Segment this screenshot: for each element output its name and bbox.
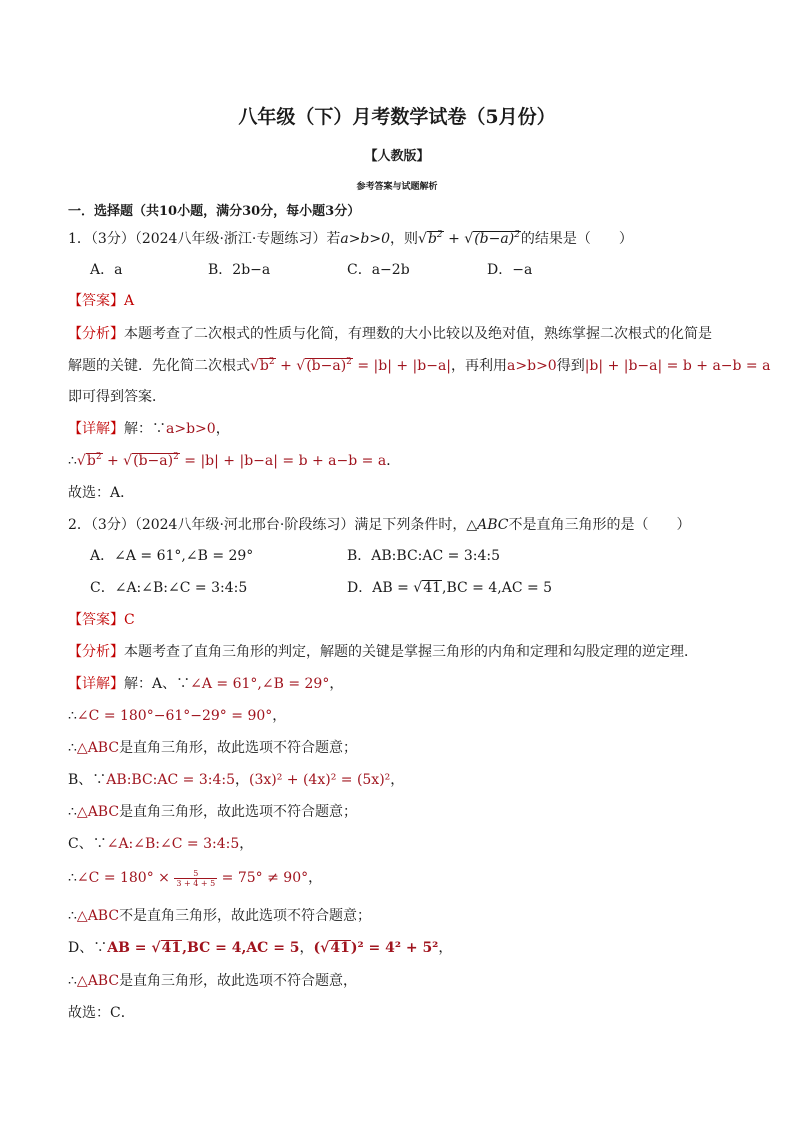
q1-detail-therefore: ∴ [68, 453, 77, 469]
q1-analysis-text-2e: 得到 [556, 358, 585, 374]
q1-analysis-line-1 [68, 324, 712, 344]
q1-analysis-text-2c: ，再利用 [451, 358, 508, 374]
q2-d9f: ， [438, 940, 453, 956]
q1-detail-text-1a: 解：∵ [124, 421, 166, 437]
q1-analysis-math-1: = |b| + |b−a| [357, 358, 452, 374]
q2-d4d: (3x)² + (4x)² = (5x)² [249, 772, 391, 788]
q2-tail: 不是直角三角形的是（ ） [508, 517, 691, 533]
q2-d10b: △ABC [76, 973, 120, 989]
q1-detail-line-1 [68, 419, 230, 439]
q2-d2b: ∠C = 180°−61°−29° = 90° [76, 708, 273, 724]
q2-d3b: △ABC [76, 740, 120, 756]
q2-d9c: ,BC = 4,AC = 5 [182, 940, 300, 956]
question-1-stem [68, 229, 633, 249]
q1-analysis-math-3: |b| + |b−a| = b + a−b = a [584, 358, 771, 374]
q2-option-b: B．AB:BC:AC = 3:4:5 [347, 548, 500, 564]
q2-detail-line-5 [68, 802, 357, 822]
q2-option-d-post: ,BC = 4,AC = 5 [442, 580, 553, 596]
q2-fraction [174, 869, 217, 888]
q2-d9-radicand: 41 [161, 940, 182, 956]
q1-analysis-text-1: 本题考查了二次根式的性质与化简，有理数的大小比较以及绝对值，熟练掌握二次根式的化简是 [124, 326, 712, 342]
answer-tag: 【答案】 [68, 293, 124, 309]
q1-option-a: A．a [90, 262, 123, 278]
q2-choose: 故选：C． [68, 1005, 135, 1021]
doc-subtitle: 参考答案与试题解析 [356, 182, 438, 192]
q2-fraction-numerator: 5 [174, 869, 217, 879]
q1-analysis-sqrt: $√b^2 + √(b-a)^2$ [250, 357, 352, 374]
q2-detail-line-6 [68, 834, 253, 854]
q2-fraction-denominator: 3 + 4 + 5 [176, 878, 216, 888]
q2-detail-line-9: D、∵AB = √41,BC = 4,AC = 5，(√41)² = 4² + 5²， [68, 940, 453, 956]
q2-analysis-text: 本题考查了直角三角形的判定，解题的关键是掌握三角形的内角和定理和勾股定理的逆定理． [124, 644, 698, 660]
q2-detail-line-2 [68, 706, 286, 726]
q2-d4a: B、∵ [68, 772, 107, 788]
q1-analysis-line-3: 即可得到答案． [68, 389, 166, 405]
edition-label: 【人教版】 [364, 149, 430, 164]
q2-d7b: ∠C = 180° × [76, 870, 170, 886]
q2-d5a: ∴ [68, 804, 77, 820]
q2-d10a: ∴ [68, 973, 77, 989]
q2-d9e-open: ( [313, 940, 321, 956]
q2-d3a: ∴ [68, 740, 77, 756]
detail-tag: 【详解】 [68, 676, 124, 692]
q2-option-d-pre: D．AB = [347, 580, 409, 596]
q1-expression: $√b^2 + √(b-a)^2$ [418, 230, 520, 247]
q2-d9d: ， [299, 940, 314, 956]
q1-option-b: B．2b−a [208, 262, 271, 278]
q1-answer-value: A [124, 293, 135, 309]
q2-detail-line-3 [68, 738, 357, 758]
q1-option-c: C．a−2b [347, 262, 410, 278]
q2-option-c: C．∠A:∠B:∠C = 3:4:5 [90, 580, 248, 596]
q2-number: 2．（3分）（2024八年级·河北邢台·阶段练习）满足下列条件时， [68, 517, 467, 533]
q2-d4b: AB:BC:AC = 3:4:5 [106, 772, 235, 788]
q1-detail-text-1c: ， [215, 421, 230, 437]
analysis-tag: 【分析】 [68, 644, 124, 660]
q2-d2a: ∴ [68, 708, 77, 724]
q2-answer [68, 610, 135, 630]
q2-d6a: C、∵ [68, 836, 107, 852]
q2-d4c: ， [235, 772, 249, 788]
section-heading: 一．选择题（共10小题，满分30分，每小题3分） [68, 204, 361, 219]
q2-d9e-radicand: 41 [330, 940, 350, 956]
q1-analysis-text-2a: 解题的关键．先化简二次根式 [68, 358, 250, 374]
q1-option-d: D．−a [487, 262, 533, 278]
q1-tail: 的结果是（ ） [520, 231, 633, 247]
q2-d8c: 不是直角三角形，故此选项不符合题意； [119, 908, 372, 924]
q1-answer [68, 291, 134, 311]
q2-option-d: D．AB = √41,BC = 4,AC = 5 [347, 580, 553, 596]
q1-detail-math-1: a>b>0 [166, 421, 216, 437]
q2-d6c: ， [239, 836, 254, 852]
q2-detail-line-8 [68, 906, 371, 926]
q1-detail-sqrt: $√b^2 + √(b-a)^2$ [76, 452, 179, 469]
q2-d9a: D、∵ [68, 940, 108, 956]
q2-d1b: ∠A = 61°,∠B = 29° [190, 676, 330, 692]
q2-analysis [68, 642, 698, 662]
analysis-tag: 【分析】 [68, 326, 124, 342]
q1-expr-pre: ，则 [390, 231, 419, 247]
q1-detail-line-2 [68, 451, 400, 471]
q1-detail-text-2c: ． [386, 453, 401, 469]
q2-d7d: ， [308, 870, 323, 886]
q2-d4e: ， [390, 772, 405, 788]
q2-detail-line-1 [68, 674, 343, 694]
q1-choose: 故选：A． [68, 485, 135, 501]
q2-d2c: ， [272, 708, 287, 724]
q2-detail-line-4 [68, 770, 404, 790]
q2-d7c: = 75° ≠ 90° [221, 870, 309, 886]
answer-tag: 【答案】 [68, 612, 124, 628]
q2-d5b: △ABC [76, 804, 120, 820]
q2-d1a: 解：A、∵ [124, 676, 191, 692]
q2-d5c: 是直角三角形，故此选项不符合题意； [119, 804, 358, 820]
doc-title: 八年级（下）月考数学试卷（5月份） [238, 106, 556, 128]
q2-d6b: ∠A:∠B:∠C = 3:4:5 [106, 836, 240, 852]
q2-d10c: 是直角三角形，故此选项不符合题意， [119, 973, 358, 989]
q1-condition: a>b>0 [340, 231, 391, 247]
q2-d9b: AB = [107, 940, 147, 956]
q2-triangle: △ABC [466, 517, 509, 533]
q2-d9e-close: )² = 4² + 5² [350, 940, 439, 956]
q1-number: 1．（3分）（2024八年级·浙江·专题练习）若 [68, 231, 341, 247]
q1-detail-math-2: = |b| + |b−a| = b + a−b = a [184, 453, 387, 469]
q2-detail-line-10 [68, 971, 357, 991]
q2-detail-line-7 [68, 868, 322, 888]
q2-option-a: A．∠A = 61°,∠B = 29° [90, 548, 254, 564]
question-2-stem [68, 515, 690, 535]
q1-analysis-math-2: a>b>0 [507, 358, 557, 374]
q2-d3c: 是直角三角形，故此选项不符合题意； [119, 740, 358, 756]
q2-d7a: ∴ [68, 870, 77, 886]
q2-d1c: ， [329, 676, 344, 692]
q2-option-d-radicand: 41 [423, 580, 442, 596]
q2-d8a: ∴ [68, 908, 77, 924]
q2-answer-value: C [124, 612, 135, 628]
q2-d8b: △ABC [76, 908, 120, 924]
detail-tag: 【详解】 [68, 421, 124, 437]
q1-analysis-line-2 [68, 356, 770, 376]
